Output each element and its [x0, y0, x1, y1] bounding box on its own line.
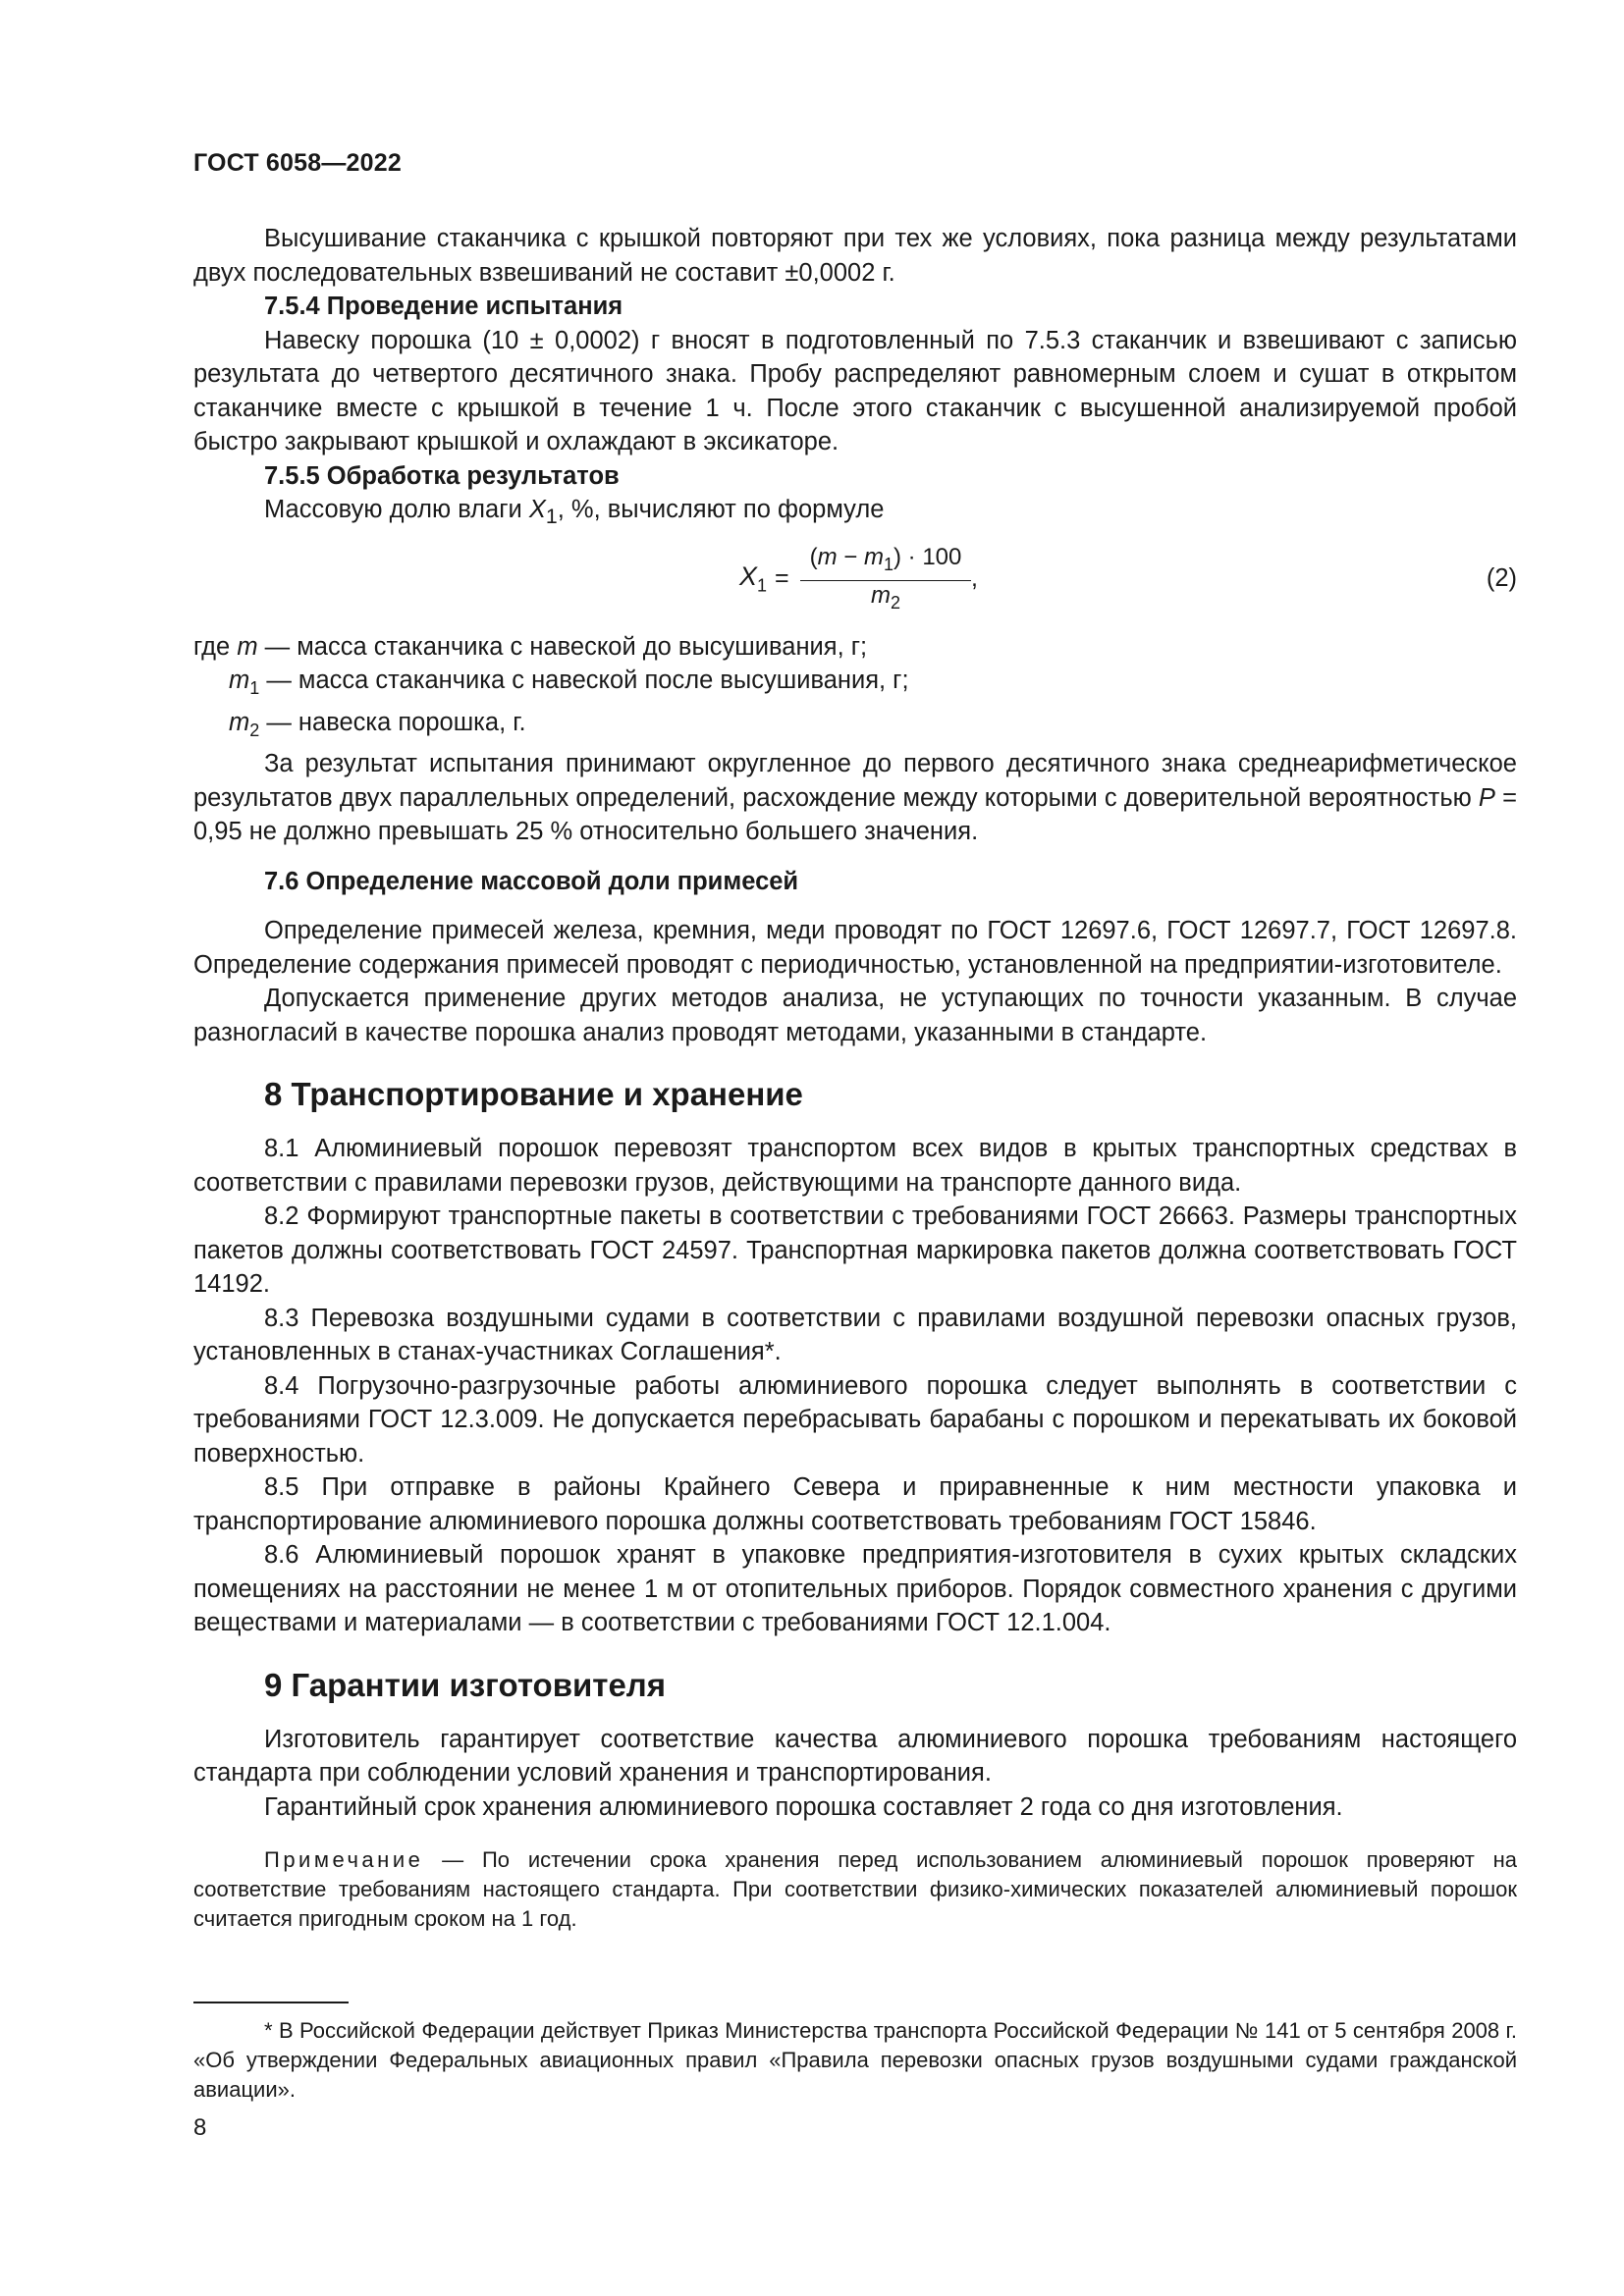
paragraph-8-2: 8.2 Формируют транспортные пакеты в соответствии с требованиями ГОСТ 26663. Размеры транспортных пакетов должны соответствовать ГОСТ 24597. Транспортная маркировка пакетов должна соответствовать ГОСТ 14192.: [193, 1202, 1517, 1299]
variable-x1: X: [528, 496, 546, 523]
footnote: * В Российской Федерации действует Приказ Министерства транспорта Российской Федерации № 141 от 5 сентября 2008 г. «Об утверждении Федеральных авиационных правил «Правила перевозки опасных грузов воздушными судами гражданской авиации».: [193, 2018, 1517, 2102]
paragraph-result: За результат испытания принимают округленное до первого десятичного знака среднеарифметическое результатов двух параллельных определений, расхождение между которыми с доверительной вероятностью P = 0,95 не должно превышать 25 % относительно большего значения.: [193, 750, 1517, 846]
where-item-m: где m — масса стаканчика с навеской до высушивания, г;: [193, 632, 868, 661]
note-block: [193, 1845, 1517, 1934]
paragraph-moisture-formula-intro: Массовую долю влаги $X_1$, %, вычисляют по формуле: [264, 496, 885, 529]
note-text: — По истечении срока хранения перед использованием алюминиевый порошок проверяют на соответствие требованиям настоящего стандарта. При соответствии физико-химических показателей алюминиевый порошок считается пригодным сроком на 1 год.: [193, 1847, 1517, 1932]
paragraph-impurities-methods: Определение примесей железа, кремния, меди проводят по ГОСТ 12697.6, ГОСТ 12697.7, ГОСТ 12697.8. Определение содержания примесей проводят с периодичностью, установленной на предприятии-изготовителе.: [193, 917, 1517, 979]
formula-comma: ,: [971, 563, 978, 592]
paragraph-9-warranty-period: Гарантийный срок хранения алюминиевого порошка составляет 2 года со дня изготовления.: [264, 1792, 1343, 1821]
document-header: ГОСТ 6058—2022: [193, 149, 402, 177]
paragraph-9-guarantee: Изготовитель гарантирует соответствие качества алюминиевого порошка требованиям настоящего стандарта при соблюдении условий хранения и транспортирования.: [193, 1725, 1517, 1788]
paragraph-8-4: 8.4 Погрузочно-разгрузочные работы алюминиевого порошка следует выполнять в соответствии с требованиями ГОСТ 12.3.009. Не допускается перебрасывать барабаны с порошком и перекатывать их боковой поверхностью.: [193, 1371, 1517, 1468]
subsection-heading-7-5-5: 7.5.5 Обработка результатов: [264, 461, 620, 490]
where-item-m2: $m_2$ — навеска порошка, г.: [229, 708, 526, 740]
paragraph-other-methods: Допускается применение других методов анализа, не уступающих по точности указанным. В случае разногласий в качестве порошка анализ проводят методами, указанными в стандарте.: [193, 985, 1517, 1046]
formula-equals: =: [775, 563, 789, 592]
formula-moisture-fraction: [193, 540, 1517, 622]
page-number: 8: [193, 2114, 207, 2141]
subsection-heading-7-6: 7.6 Определение массовой доли примесей: [264, 867, 799, 895]
paragraph-8-1: 8.1 Алюминиевый порошок перевозят транспортом всех видов в крытых транспортных средствах в соответствии с правилами перевозки грузов, действующими на транспорте данного вида.: [193, 1135, 1517, 1197]
paragraph-8-5: 8.5 При отправке в районы Крайнего Севера и приравненные к ним местности упаковка и транспортирование алюминиевого порошка должны соответствовать требованиям ГОСТ 15846.: [193, 1473, 1517, 1535]
formula-denominator: $m_2$: [870, 582, 900, 614]
formula-fraction: [800, 544, 971, 618]
formula-number: (2): [1486, 563, 1517, 592]
note-label: Примечание: [264, 1847, 424, 1873]
section-heading-8: 8 Транспортирование и хранение: [264, 1076, 803, 1113]
section-heading-9: 9 Гарантии изготовителя: [264, 1666, 667, 1703]
footnote-separator: [193, 2002, 349, 2003]
formula-numerator: $(m - m_1) \cdot 100$: [800, 544, 971, 582]
subsection-heading-7-5-4: 7.5.4 Проведение испытания: [264, 293, 623, 320]
paragraph-drying-repeat: Высушивание стаканчика с крышкой повторяют при тех же условиях, пока разница между результатами двух последовательных взвешиваний не составит ±0,0002 г.: [193, 225, 1517, 287]
formula-lhs: $X_1$: [739, 561, 768, 595]
where-item-m1: $m_1$ — масса стаканчика с навеской после высушивания, г;: [229, 667, 909, 699]
paragraph-8-6: 8.6 Алюминиевый порошок хранят в упаковке предприятия-изготовителя в сухих крытых складских помещениях на расстоянии не менее 1 м от отопительных приборов. Порядок совместного хранения с другими веществами и материалами — в соответствии с требованиями ГОСТ 12.1.004.: [193, 1541, 1517, 1637]
page-body: [193, 222, 1517, 1934]
paragraph-test-procedure: Навеску порошка (10 ± 0,0002) г вносят в подготовленный по 7.5.3 стаканчик и взвешивают с записью результата до четвертого десятичного знака. Пробу распределяют равномерным слоем и сушат в открытом стаканчике вместе с крышкой в течение 1 ч. После этого стаканчик с высушенной анализируемой пробой быстро закрывают крышкой и охлаждают в эксикаторе.: [193, 326, 1517, 455]
paragraph-8-3: 8.3 Перевозка воздушными судами в соответствии с правилами воздушной перевозки опасных грузов, установленных в станах-участниках Соглашения*.: [193, 1304, 1517, 1366]
